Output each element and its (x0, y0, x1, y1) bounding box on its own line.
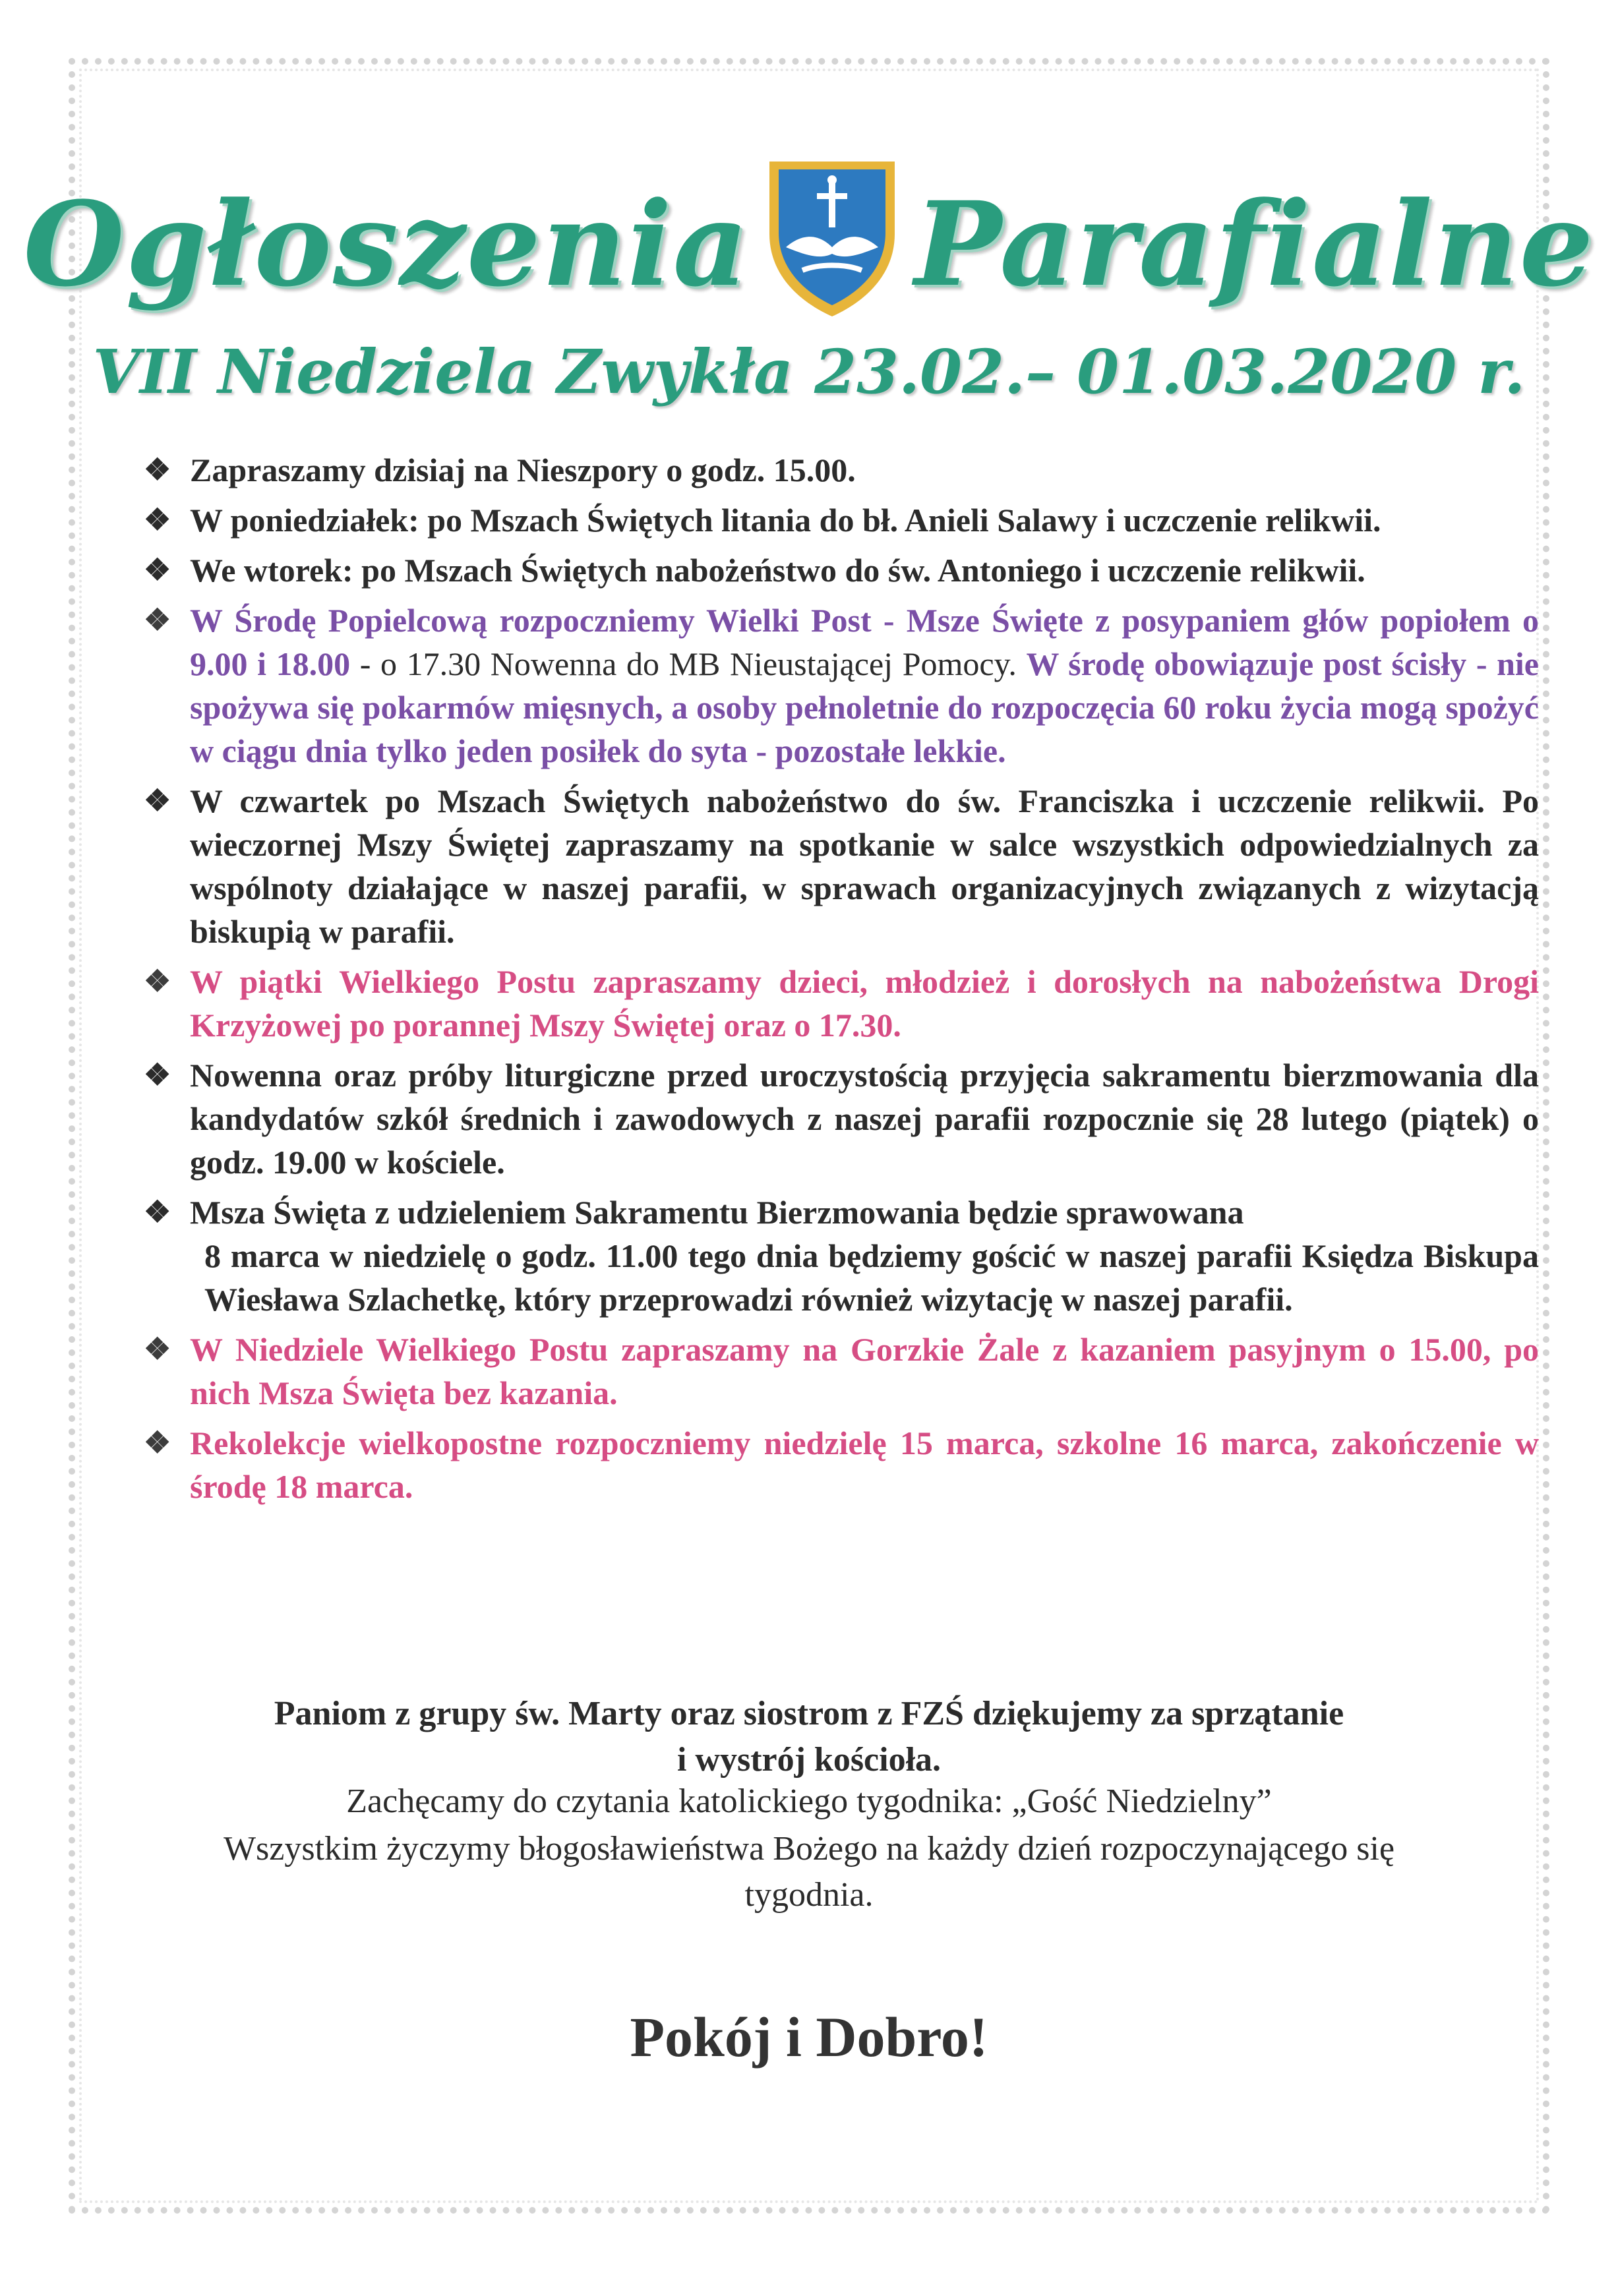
list-item: ❖ Zapraszamy dzisiaj na Nieszpory o godz. 15.00. (144, 448, 1539, 492)
bullet-icon: ❖ (144, 603, 171, 637)
bullet-icon: ❖ (144, 1426, 171, 1459)
list-item: ❖ W Środę Popielcową rozpoczniemy Wielki Post - Msze Święte z posypaniem głów popiołem o 9.00 i 18.00 - o 17.30 Nowenna do MB Nieustającej Pomocy. W środę obowiązuje post ścisły - nie spożywa się pokarmów mięsnych, a osoby pełnoletnie do rozpoczęcia 60 roku życia mogą spożyć w ciągu dnia tylko jeden posiłek do syta - pozostałe lekkie. (144, 599, 1539, 773)
list-item: ❖ Nowenna oraz próby liturgiczne przed uroczystością przyjęcia sakramentu bierzmowania dla kandydatów szkół średnich i zawodowych z naszej parafii rozpocznie się 28 lutego (piątek) o godz. 19.00 w kościele. (144, 1053, 1539, 1184)
bullet-icon: ❖ (144, 1058, 171, 1092)
list-item: ❖ W poniedziałek: po Mszach Świętych litania do bł. Anieli Salawy i uczczenie relikwii. (144, 498, 1539, 542)
blessing-line-2: tygodnia. (744, 1876, 874, 1914)
title-left: Ogłoszenia (23, 175, 750, 312)
bullet-icon: ❖ (144, 964, 171, 998)
list-item: ❖ W piątki Wielkiego Postu zapraszamy dzieci, młodzież i dorosłych na nabożeństwa Drogi Krzyżowej po porannej Mszy Świętej oraz o 17.30. (144, 960, 1539, 1047)
announcement-list (144, 448, 1539, 1515)
list-item: ❖ Rekolekcje wielkopostne rozpoczniemy niedzielę 15 marca, szkolne 16 marca, zakończenie w środę 18 marca. (144, 1421, 1539, 1508)
list-item: ❖ W czwartek po Mszach Świętych nabożeństwo do św. Franciszka i uczczenie relikwii. Po wieczornej Mszy Świętej zapraszamy na spotkanie w salce wszystkich odpowiedzialnych za wspólnoty działające w naszej parafii, w sprawach organizacyjnych związanych z wizytacją biskupią w parafii. (144, 779, 1539, 953)
bullet-icon: ❖ (144, 784, 171, 817)
reading-invitation: Zachęcamy do czytania katolickiego tygodnika: „Gość Niedzielny” (346, 1782, 1272, 1820)
subtitle: VII Niedziela Zwykła 23.02.– 01.03.2020 r. (92, 336, 1526, 407)
closing-greeting: Pokój i Dobro! (630, 2005, 988, 2069)
list-item: ❖ W Niedziele Wielkiego Postu zapraszamy na Gorzkie Żale z kazaniem pasyjnym o 15.00, po nich Msza Święta bez kazania. (144, 1328, 1539, 1415)
thanks-note: Paniom z grupy św. Marty oraz siostrom z FZŚ dziękujemy za sprzątanie i wystrój kościoła. (274, 1695, 1344, 1779)
list-item: ❖ Msza Święta z udzieleniem Sakramentu Bierzmowania będzie sprawowana 8 marca w niedzielę o godz. 11.00 tego dnia będziemy gościć w naszej parafii Księdza Biskupa Wiesława Szlachetkę, który przeprowadzi również wizytację w naszej parafii. (144, 1191, 1539, 1321)
bullet-icon: ❖ (144, 503, 171, 537)
page-title (0, 168, 1618, 320)
bullet-icon: ❖ (144, 553, 171, 587)
bullet-icon: ❖ (144, 1195, 171, 1229)
title-right: Parafialne (914, 175, 1595, 312)
list-item: ❖ We wtorek: po Mszach Świętych nabożeństwo do św. Antoniego i uczczenie relikwii. (144, 548, 1539, 592)
franciscan-shield-icon (763, 155, 901, 320)
bullet-icon: ❖ (144, 453, 171, 486)
blessing-line-1: Wszystkim życzymy błogosławieństwa Bożego na każdy dzień rozpoczynającego się (223, 1830, 1395, 1868)
bullet-icon: ❖ (144, 1332, 171, 1366)
